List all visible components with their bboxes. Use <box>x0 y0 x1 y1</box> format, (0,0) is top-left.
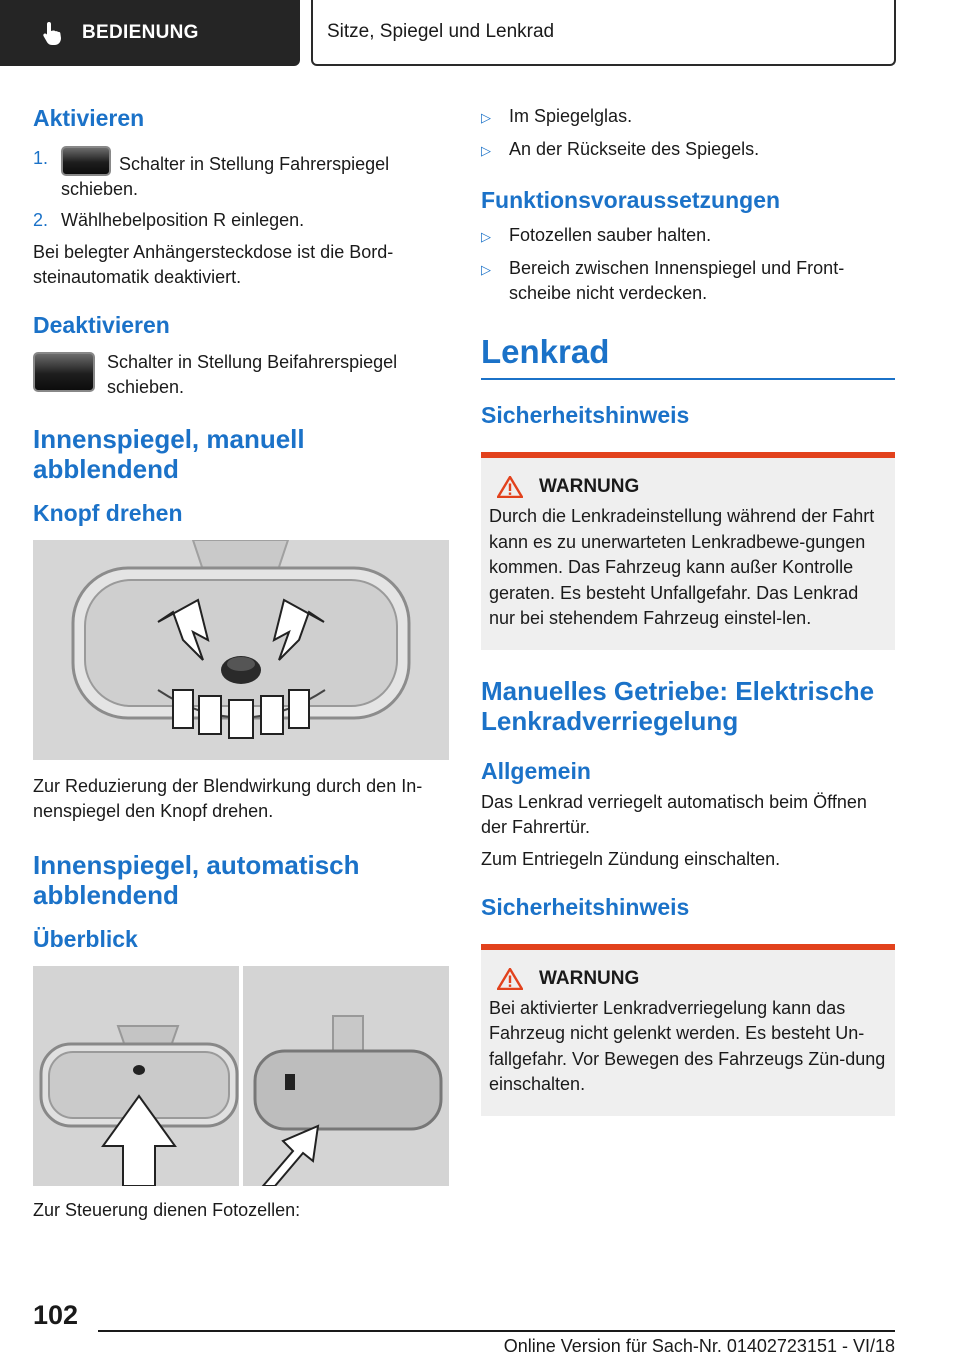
mirror-knob-illustration <box>33 540 449 760</box>
page-number: 102 <box>33 1300 79 1330</box>
section-tab[interactable] <box>0 0 300 66</box>
mirror-front-drawing <box>33 966 239 1186</box>
list-item: ▷ Bereich zwischen Innenspiegel und Front‐scheibe nicht verdecken. <box>481 256 895 306</box>
step-2 <box>33 208 449 233</box>
chapter-label: Sitze, Spiegel und Lenkrad <box>327 21 555 42</box>
heading-automatisch: Innenspiegel, automatisch abblendend <box>33 850 360 910</box>
triangle-bullet-icon: ▷ <box>481 229 491 244</box>
heading-deaktivieren: Deaktivieren <box>33 312 170 338</box>
left-column <box>33 96 449 1223</box>
note-text: Bei belegter Anhängersteckdose ist die Bord‐steinautomatik deaktiviert. <box>33 242 394 287</box>
step-1 <box>33 146 449 202</box>
warning-box <box>481 452 895 650</box>
hand-pointer-icon <box>40 20 66 46</box>
list-item: ▷ Fotozellen sauber halten. <box>481 223 895 249</box>
heading-allgemein: Allgemein <box>481 757 591 784</box>
photocell-illustration <box>33 966 449 1186</box>
list-item: ▷ An der Rückseite des Spiegels. <box>481 137 895 163</box>
mirror-switch-icon <box>61 146 111 176</box>
caption-manuell: Zur Reduzierung der Blendwirkung durch den In‐nenspiegel den Knopf drehen. <box>33 776 423 821</box>
heading-manuell: Innenspiegel, manuell abblendend <box>33 424 305 484</box>
warning-title: WARNUNG <box>539 967 640 989</box>
page-footer <box>0 1290 960 1362</box>
right-column <box>481 96 895 1116</box>
warning-text: Bei aktivierter Lenkradverriegelung kann das Fahrzeug nicht gelenkt werden. Es besteht Un‐fallgefahr. Vor Bewegen des Fahrzeugs Zün‐dung einschalten. <box>489 997 886 1094</box>
heading-sicherheit-2: Sicherheitshinweis <box>481 893 690 920</box>
heading-funktion: Funktionsvoraussetzungen <box>481 187 781 213</box>
heading-aktivieren: Aktivieren <box>33 105 145 131</box>
heading-sicherheit-1: Sicherheitshinweis <box>481 402 690 428</box>
heading-verriegelung: Manuelles Getriebe: Elektrische Lenkradverriegelung <box>481 675 875 736</box>
section-label: BEDIENUNG <box>82 22 199 43</box>
allgemein-text-1: Das Lenkrad verriegelt automatisch beim Öffnen der Fahrertür. <box>481 791 867 837</box>
triangle-bullet-icon: ▷ <box>481 110 491 125</box>
mirror-switch-icon <box>33 352 95 392</box>
triangle-bullet-icon: ▷ <box>481 143 491 158</box>
photocell-back-image <box>243 966 449 1186</box>
mirror-back-drawing <box>243 966 449 1186</box>
mirror-knob-drawing <box>33 540 449 760</box>
photocell-front-image <box>33 966 239 1186</box>
warning-header <box>489 476 887 498</box>
caption-automatisch: Zur Steuerung dienen Fotozellen: <box>33 1200 301 1220</box>
footer-divider <box>98 1330 895 1332</box>
warning-header <box>489 968 887 990</box>
footer-note: Online Version für Sach-Nr. 01402723151 - VI/18 <box>503 1336 895 1356</box>
list-item: ▷ Im Spiegelglas. <box>481 104 895 130</box>
step-text: Wählhebelposition R einlegen. <box>61 210 305 230</box>
warning-triangle-icon <box>497 968 523 990</box>
deaktivieren-text: Schalter in Stellung Beifahrerspiegel schieben. <box>107 352 398 397</box>
subheading-knopf: Knopf drehen <box>33 500 183 526</box>
warning-text: Durch die Lenkradeinstellung während der Fahrt kann es zu unerwarteten Lenkradbewe‐gungen kommen. Das Fahrzeug kann außer Kontrolle geraten. Es besteht Unfallgefahr. Das Lenkrad nur bei stehendem Fahrzeug einstel‐len. <box>489 506 875 628</box>
warning-triangle-icon <box>497 476 523 498</box>
subheading-ueberblick: Überblick <box>33 926 138 952</box>
chapter-tab[interactable] <box>311 0 896 66</box>
deaktivieren-row <box>33 350 449 400</box>
page-header <box>0 0 960 66</box>
warning-box <box>481 944 895 1116</box>
warning-title: WARNUNG <box>539 476 640 497</box>
allgemein-text-2: Zum Entriegeln Zündung einschalten. <box>481 848 781 869</box>
step-number: 1. <box>33 148 49 168</box>
step-number: 2. <box>33 210 49 230</box>
step-text: Schalter in Stellung Fahrerspiegel schieben. <box>61 154 390 199</box>
heading-lenkrad: Lenkrad <box>481 332 895 380</box>
triangle-bullet-icon: ▷ <box>481 262 491 277</box>
